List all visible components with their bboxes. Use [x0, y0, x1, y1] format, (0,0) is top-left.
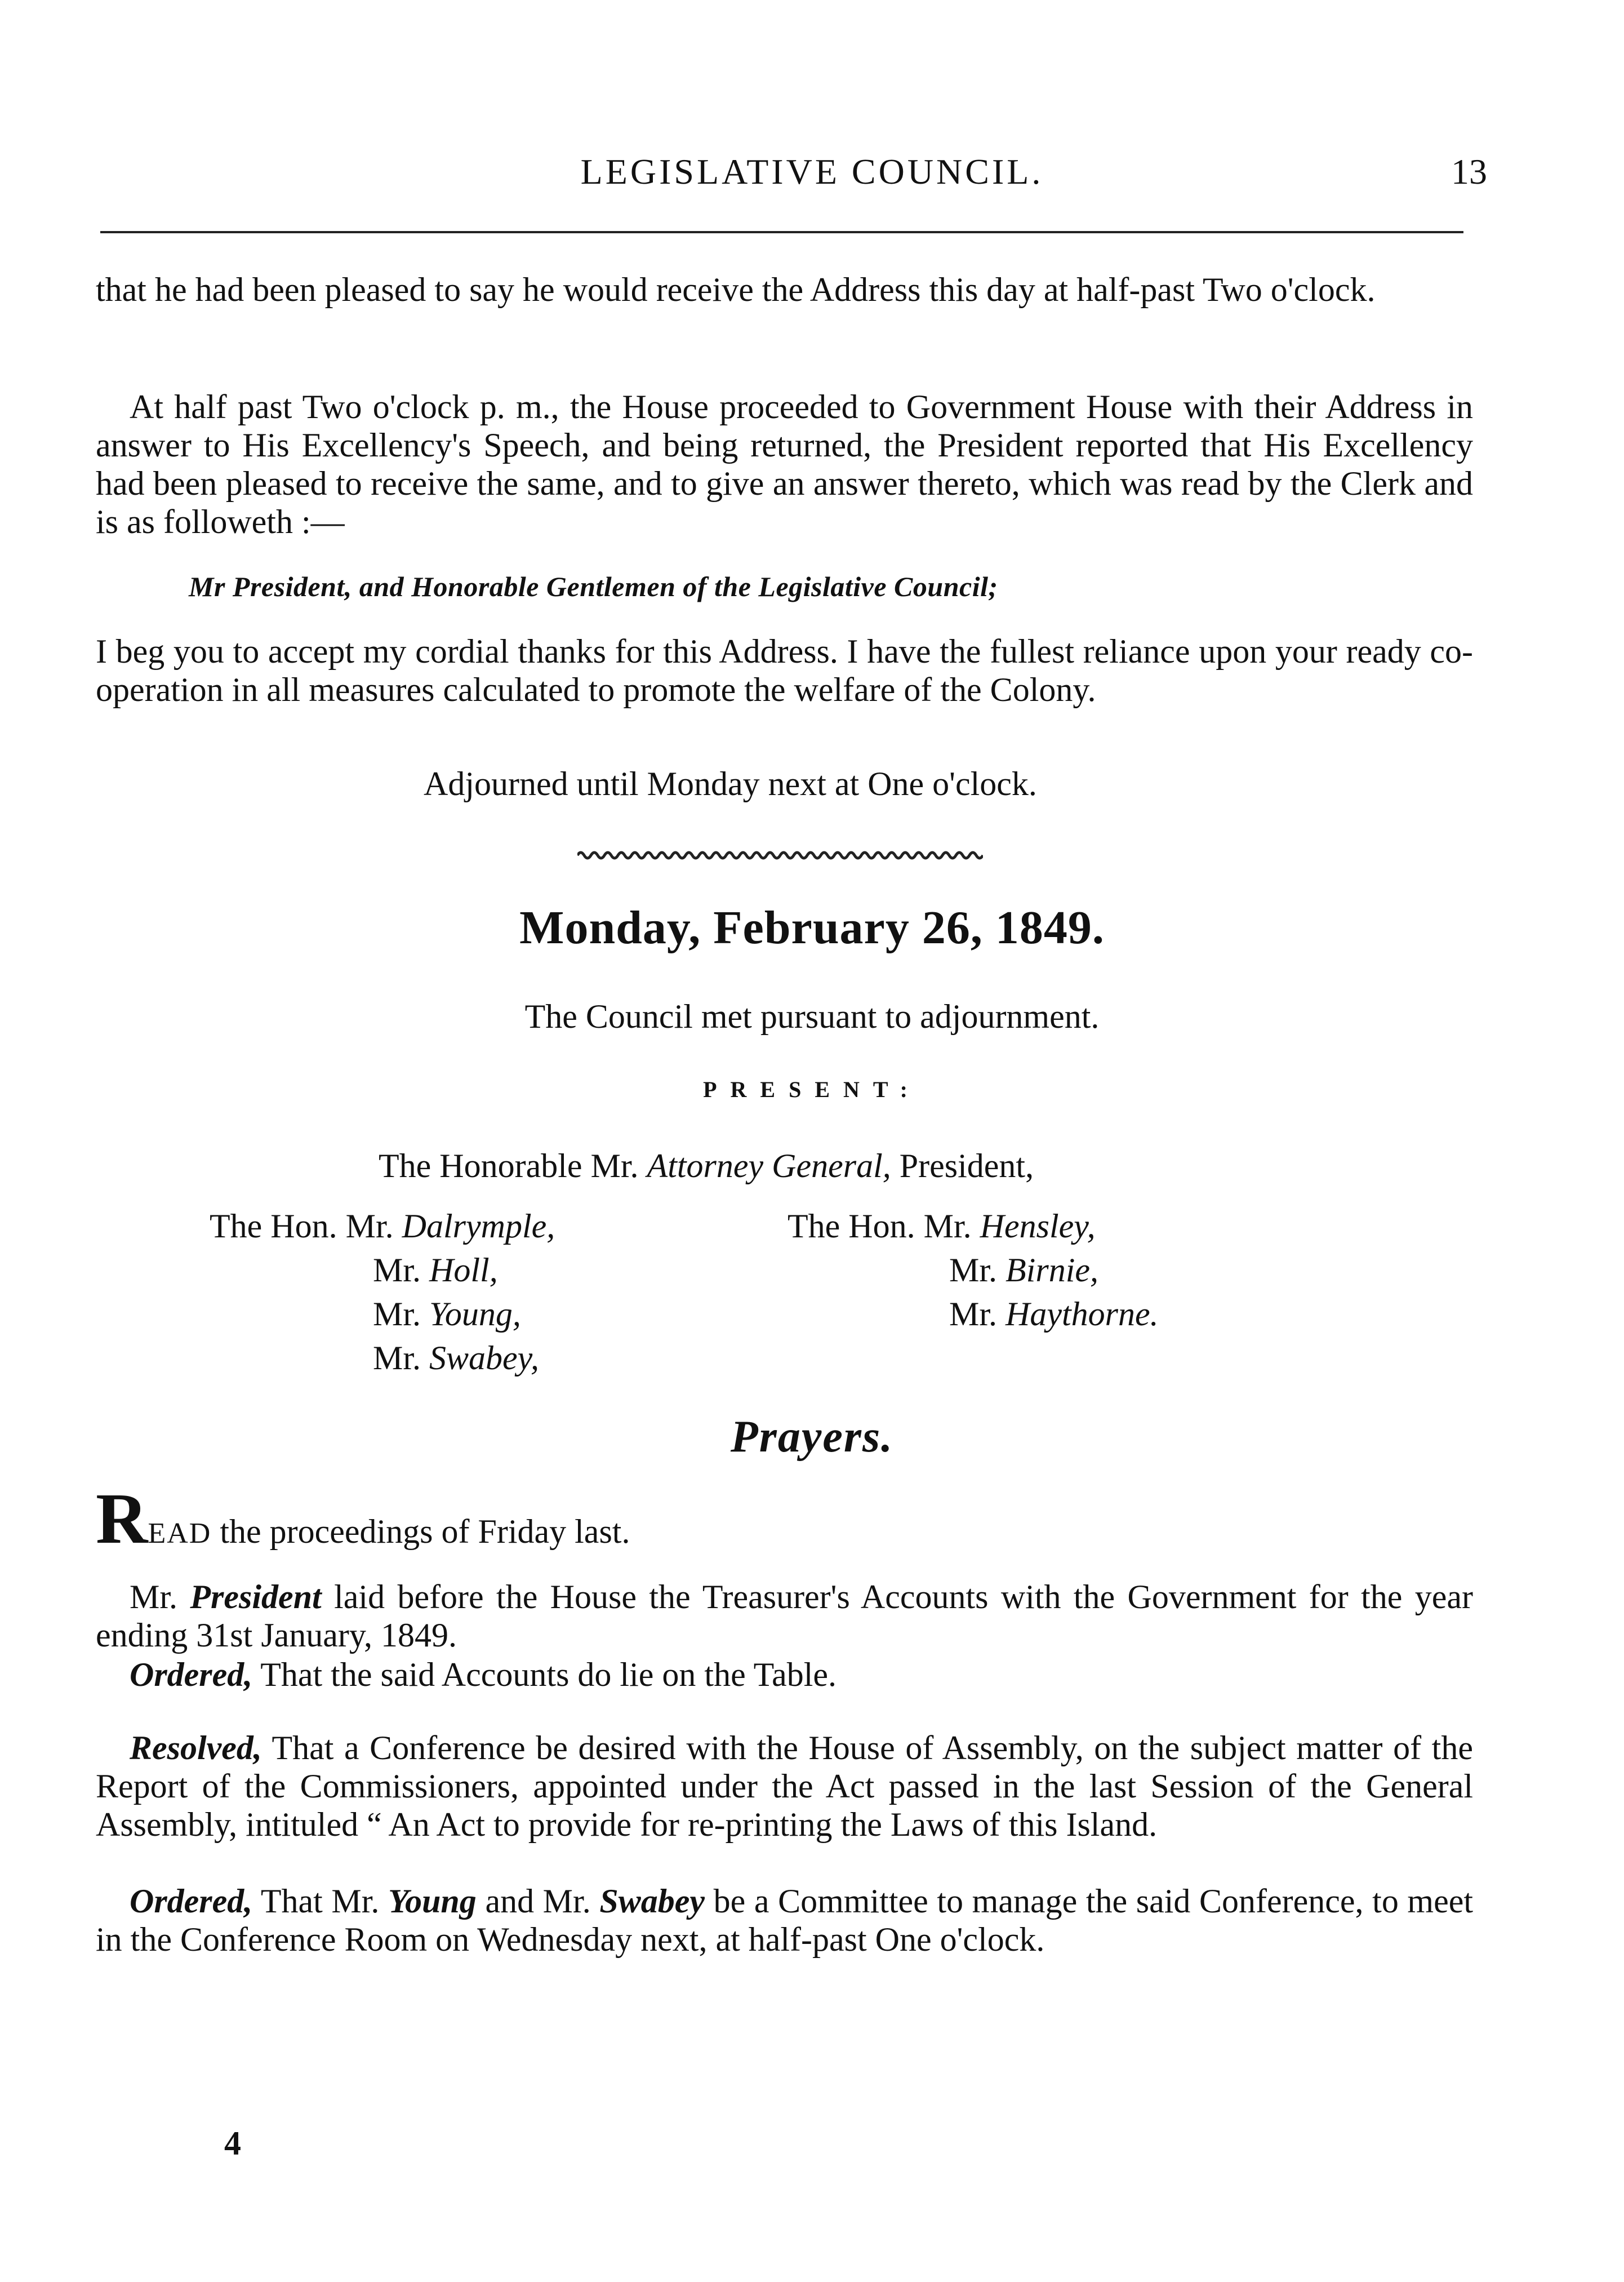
- item-committee-ordered: [96, 1882, 1473, 1959]
- read-tail: the proceedings of Friday last.: [220, 1513, 630, 1550]
- president-title: President,: [899, 1147, 1034, 1184]
- item-treasurer-accounts: [96, 1578, 1473, 1654]
- present-label: PRESENT:: [703, 1077, 921, 1102]
- paragraph-reply: I beg you to accept my cordial thanks for this Address. I have the fullest reliance upon your ready co-operation in all measures calculated to promote the welfare of the Colony.: [96, 633, 1473, 708]
- member-right-1: [787, 1207, 1096, 1246]
- member-name: Hensley,: [980, 1207, 1096, 1245]
- item-text: That a Conference be desired with the House of Assembly, on the subject matter of the Report of the Commissioners, appointed under the Act passed in the last Session of the General Assembly, intituled “ An Act to provide for re-printing the Laws of this Island.: [96, 1729, 1473, 1843]
- item-text: laid before the House the Treasurer's Accounts with the Government for the year ending 31st January, 1849.: [96, 1578, 1474, 1654]
- mr-prefix: Mr.: [373, 1295, 421, 1333]
- member-name: Holl,: [429, 1251, 498, 1289]
- council-met-line: The Council met pursuant to adjournment.: [524, 998, 1100, 1035]
- member-name: Birnie,: [1005, 1251, 1099, 1289]
- member-name: Young,: [429, 1295, 521, 1333]
- member-left-4: [373, 1339, 539, 1378]
- read-smallcaps: EAD: [148, 1517, 212, 1550]
- drop-capital: R: [96, 1479, 148, 1559]
- president-ref: President: [190, 1578, 322, 1615]
- header-rule: [100, 231, 1463, 233]
- member-swabey: Swabey: [599, 1883, 705, 1920]
- member-left-1: [210, 1207, 555, 1246]
- member-left-3: [373, 1295, 521, 1334]
- adjournment-note: Adjourned until Monday next at One o'clock.: [424, 765, 1037, 802]
- that-mr: That Mr.: [260, 1883, 380, 1920]
- ornamental-rule: [577, 848, 983, 863]
- running-title: LEGISLATIVE COUNCIL.: [580, 152, 1044, 192]
- item-accounts-ordered: [96, 1655, 1473, 1694]
- member-name: Dalrymple,: [402, 1207, 555, 1245]
- president-prefix: The Honorable Mr.: [379, 1147, 639, 1184]
- paragraph-government-house: At half past Two o'clock p. m., the House proceeded to Government House with their Address in answer to His Excellency's Speech, and being returned, the President reported that His Excellency had been pleased to receive the same, and to give an answer thereto, which was read by the Clerk and is as followeth :—: [96, 388, 1473, 540]
- and-mr: and Mr.: [485, 1883, 591, 1920]
- item-text: That the said Accounts do lie on the Table.: [260, 1656, 837, 1693]
- mr-prefix: Mr.: [949, 1295, 998, 1333]
- page-number: 13: [1451, 152, 1487, 192]
- mr-prefix: Mr.: [373, 1251, 421, 1289]
- ordered-label: Ordered,: [130, 1883, 253, 1920]
- member-name: Swabey,: [429, 1339, 540, 1377]
- signature-mark: 4: [224, 2125, 241, 2162]
- president-name: Attorney General,: [647, 1147, 891, 1184]
- member-name: Haythorne.: [1005, 1295, 1159, 1333]
- resolved-label: Resolved,: [130, 1729, 262, 1766]
- mr-prefix: Mr.: [373, 1339, 421, 1377]
- salutation: Mr President, and Honorable Gentlemen of the Legislative Council;: [189, 571, 998, 602]
- ordered-label: Ordered,: [130, 1656, 253, 1693]
- item-conference-resolved: [96, 1729, 1473, 1844]
- member-right-2: [949, 1251, 1098, 1290]
- member-right-3: [949, 1295, 1159, 1334]
- mr-prefix: Mr.: [130, 1578, 178, 1615]
- hon-prefix: The Hon. Mr.: [210, 1207, 394, 1245]
- paragraph-address-time: that he had been pleased to say he would receive the Address this day at half-past Two o'clock.: [96, 271, 1376, 308]
- date-heading: Monday, February 26, 1849.: [519, 902, 1105, 954]
- item-text: be a Committee to manage the said Conference, to meet in the Conference Room on Wednesday next, at half-past One o'clock.: [96, 1883, 1474, 1958]
- mr-prefix: Mr.: [949, 1251, 998, 1289]
- member-young: Young: [388, 1883, 477, 1920]
- prayers-heading: Prayers.: [730, 1412, 894, 1462]
- hon-prefix: The Hon. Mr.: [787, 1207, 972, 1245]
- read-proceedings-line: [96, 1479, 630, 1559]
- member-left-2: [373, 1251, 498, 1290]
- member-president: [379, 1147, 1034, 1186]
